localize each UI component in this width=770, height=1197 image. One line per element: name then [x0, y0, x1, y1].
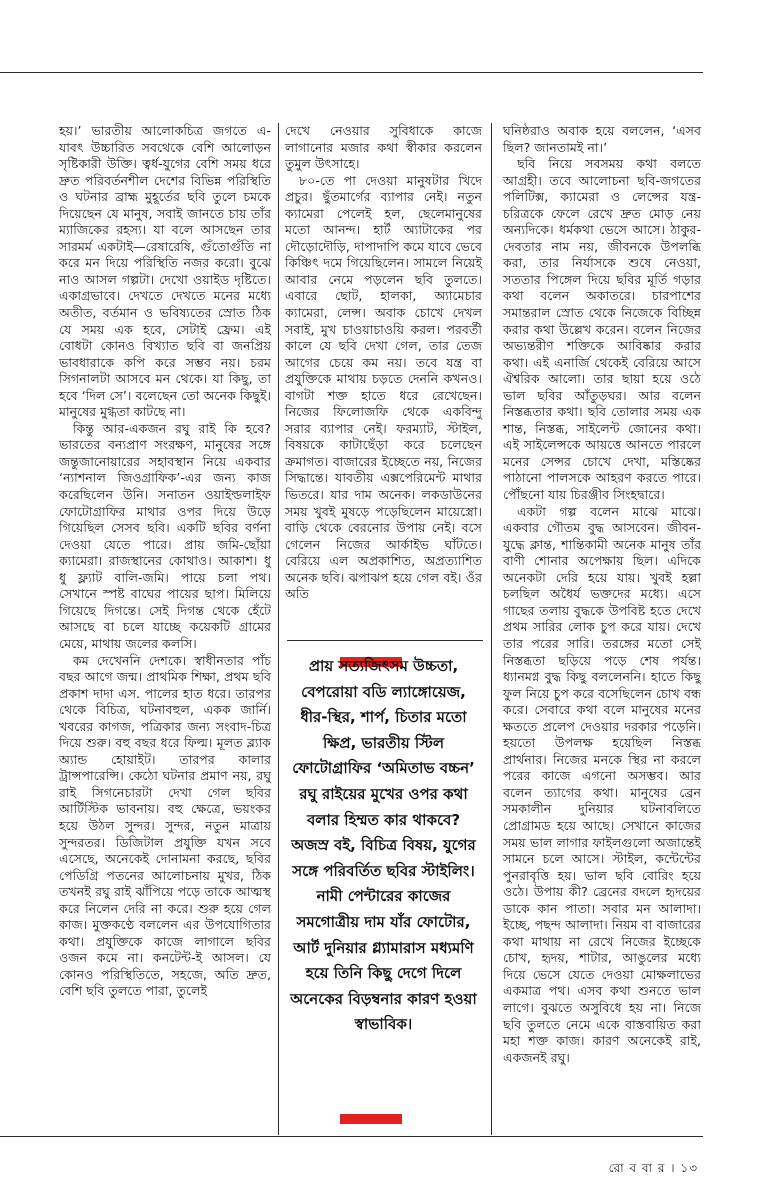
pull-quote-bottom-bar — [340, 1114, 402, 1124]
column3-paragraph-1: ঘনিষ্ঠরাও অবাক হয়ে বললেন, ‘এসব ছিল? জানতামই না।’ — [503, 123, 701, 155]
column2-paragraph-1: দেখে নেওয়ার সুবিধাকে কাজে লাগানোর মজার কথা স্বীকার করলেন তুমুল উৎসাহে। — [285, 123, 482, 172]
pull-quote-text: প্রায় সত্যজিৎসম উচ্চতা, বেপরোয়া বডি ল্যাঙ্গোয়েজ, ধীর-স্থির, শার্প, চিতার মতো ক্ষিপ্র, ভারতীয় স্টিল ফোটোগ্রাফির ‘অমিতাভ বচ্চন’ রঘু রাইয়ের মুখের ওপর কথা বলার হিম্মত কার থাকবে? অজস্র বই, বিচিত্র বিষয়, যুগের সঙ্গে পরিবর্তিত ছবির স্টাইলিং। নামী পেন্টারের কাজের সমগোত্রীয় দাম যাঁর ফোটোর, আর্ট দুনিয়ার গ্ল্যামারাস মধ্যমণি হয়ে তিনি কিছু দেগে দিলে অনেকের বিড়ম্বনার কারণ হওয়া স্বাভাবিক। — [290, 657, 477, 1034]
column2-paragraph-2: ৮০-তে পা দেওয়া মানুষটার খিদে প্রচুর। ছুঁতমার্গের ব্যাপার নেই। নতুন ক্যামেরা পেলেই হল, ছেলেমানুষের মতো আনন্দ। হার্ট অ্যাটাকের পর দৌড়োদৌড়ি, দাপাদাপি কমে যাবে ভেবে কিঞ্চিৎ দমে গিয়েছিলেন। সামলে নিয়েই আবার নেমে পড়লেন ছবি তুলতে। এবারে ছোট, হালকা, অ্যামেচার ক্যামেরা, লেন্স। অবাক চোখে দেখল সবাই, মুখ চাওয়াচাওয়ি করল। পরবর্তী কালে যে ছবি দেখা গেল, তার তেজ আগের চেয়ে কম নয়। তবে যন্ত্র বা প্রযুক্তিকে মাথায় চড়তে দেননি কখনও। বাগটা শক্ত হাতে ধরে রেখেছেন। নিজের ফিলোজফি থেকে একবিন্দু সরার ব্যাপার নেই। ফরম্যাট, স্টাইল, বিষয়কে কাটাছেঁড়া করে চলেছেন ক্রমাগত। বাজারের ইচ্ছেতে নয়, নিজের সিদ্ধান্তে। যাবতীয় এক্সপেরিমেন্ট মাথার ভিতরে। যার দাম অনেক। লকডাউনের সময় খুবই মুষড়ে পড়েছিলেন মায়েস্ত্রো। বাড়ি থেকে বেরনোর উপায় নেই। বসে গেলেন নিজের আর্কাইভ ঘাঁটতে। বেরিয়ে এল অপ্রকাশিত, অপ্রত্যাশিত অনেক ছবি। ঝপাঝপ হয়ে গেল বই। ওঁর অতি — [285, 172, 482, 602]
top-rule — [0, 72, 703, 73]
column1-paragraph-1: হয়।’ ভারতীয় আলোকচিত্র জগতে এ-যাবৎ উচ্চারিত সবথেকে বেশি আলোড়ন সৃষ্টিকারী উক্তি। ত্বর্ধ-যুগের বেশি সময় ধরে দ্রুত পরিবর্তনশীল দেশের বিভিন্ন পরিস্থিতি ও ঘটনার ব্রাহ্ম মুহূর্তের ছবি তুলে চমকে দিয়েছেন যে মানুষ, সবাই জানতে চায় তাঁর ম্যাজিকের রহস্য। যা বলে আসছেন তার সারমর্ম একটাই—রেষারেষি, গুঁতোগুঁতি না করে মন দিয়ে পরিস্থিতি নজর করো। বুঝে নাও আসল গল্পটা। দেখো ওয়াইড দৃষ্টিতে। একাগ্রভাবে। দেখতে দেখতে মনের মধ্যে অতীত, বর্তমান ও ভবিষ্যতের স্রোত ঠিক যে সময় এক হবে, সেটাই ফ্রেম। এই বোধটা কোনও বিখ্যাত ছবি বা জনপ্রিয় ভাবধারাকে কপি করে সম্ভব নয়। চরম সিগনালটা আসবে মন থেকে। যা কিছু, তা হবে ‘দিল সে’। বলেছেন তো অনেক কিছুই। মানুষের মুগ্ধতা কাটছে না। — [59, 123, 271, 420]
column-divider-1 — [278, 123, 279, 1135]
column3-paragraph-2: ছবি নিয়ে সবসময় কথা বলতে আগ্রহী। তবে আলোচনা ছবি-জগতের পলিটিক্স, ক্যামেরা ও লেন্সের যন্ত্র-চরিত্রকে ফেলে রেখে দ্রুত মোড় নেয় অন্যদিকে। ধর্মকথা ভেসে আসে। ঠাকুর-দেবতার নাম নয়, জীবনকে উপলব্ধি করা, তার নির্যাসকে শুষে নেওয়া, সততার পিঙ্গেল দিয়ে ছবির মূর্তি গড়ার কথা বলেন অকাতরে। চারপাশের সমান্তরাল স্রোত থেকে নিজেকে বিচ্ছিন্ন করার কথা উল্লেখ করেন। বলেন নিজের অভ্যন্তরীণ শক্তিকে আবিষ্কার করার কথা। এই এনার্জি থেকেই বেরিয়ে আসে ঐশ্বরিক আলো। তার ছায়া হয়ে ওঠে ভাল ছবির আঁতুড়ঘর। আর বলেন নিস্তব্ধতার কথা। ছবি তোলার সময় এক শান্ত, নিস্তব্ধ, সাইলেন্ট জোনের কথা। এই সাইলেন্সকে আয়ত্তে আনতে পারলে মনের সেন্সর চোখে দেখা, মস্তিষ্কের পাঠানো পালসকে আহরণ করতে পারে। পৌঁছনো যায় চিরঞ্জীব সিংহদ্বারে। — [503, 156, 701, 503]
column-divider-2 — [491, 123, 492, 1135]
column3-paragraph-3: একটা গল্প বলেন মাঝে মাঝে। একবার গৌতম বুদ্ধ আসবেন। জীবন-যুদ্ধে ক্লান্ত, শান্তিকামী অনেক মানুষ তাঁর বাণী শোনার অপেক্ষায় ছিল। এদিকে অনেকটা দেরি হয়ে যায়। খুবই হল্লা চলছিল অধৈর্য ভক্তদের মধ্যে। এসে গাছের তলায় বুদ্ধকে উপবিষ্ট হতে দেখে প্রথম সারির লোক চুপ করে যায়। দেখে তার পরের সারি। তরঙ্গের মতো সেই নিস্তব্ধতা ছড়িয়ে পড়ে শেষ পর্যন্ত। ধ্যানমগ্ন বুদ্ধ কিছু বললেননি। হাতে কিছু ফুল নিয়ে চুপ করে বসেছিলেন চোখ বন্ধ করে। সেবারে কথা বলে মানুষের মনের ক্ষততে প্রলেপ দেওয়ার দরকার পড়েনি। হয়তো উপলক্ষ হয়েছিল নিস্তব্ধ প্রার্থনার। নিজের মনকে স্থির না করলে পরের কাজে এগনো অসম্ভব। আর বলেন ত্যাগের কথা। মানুষের ব্রেন সমকালীন দুনিয়ার ঘটনাবলিতে প্রোগ্রামড হয়ে আছে। সেখানে কাজের সময় ভাল লাগার ফাইলগুলো অজান্তেই সামনে চলে আসে। স্টাইল, কন্টেন্টের পুনরাবৃত্তি হয়। ভাল ছবি বোরিং হয়ে ওঠে। উপায় কী? ব্রেনের বদলে হৃদয়ের ডাকে কান পাতা। সবার মন আলাদা। ইচ্ছে, পছন্দ আলাদা। নিয়ম বা বাজারের কথা মাথায় না রেখে নিজের ইচ্ছেকে চোখ, হৃদয়, শাটার, আঙুলের মধ্যে দিয়ে ভেসে যেতে দেওয়া মোক্ষলাভের একমাত্র পথ। এসব কথা শুনতে ভাল লাগে। বুঝতে অসুবিধে হয় না। নিজে ছবি তুলতে নেমে একে বাস্তবায়িত করা মহা শক্ত কাজ। কারণ অনেকেই রাই, একজনই রঘু। — [503, 503, 701, 1065]
column1-paragraph-3: কম দেখেননি দেশকে। স্বাধীনতার পাঁচ বছর আগে জন্ম। প্রাথমিক শিক্ষা, প্রথম ছবি প্রকাশ দাদা এস. পালের হাত ধরে। তারপর থেকে বিচিত্র, ঘটনাবহুল, একক জার্নি। খবরের কাগজ, পত্রিকার জন্য সংবাদ-চিত্র দিয়ে শুরু। বহু বছর ধরে ফিল্ম। মূলত ব্ল্যাক অ্যান্ড হোয়াইট। তারপর কালার ট্রান্সপারেন্সি। কেঠো ঘটনার প্রমাণ নয়, রঘু রাই সিগনেচারটা দেখা গেল ছবির আর্টিস্টিক ভাবনায়। বহু ক্ষেত্রে, ভয়ংকর হয়ে উঠল সুন্দর। সুন্দর, নতুন মাত্রায় সুন্দরতর। ডিজিটাল প্রযুক্তি যখন সবে এসেছে, অনেকেই দোনামনা করছে, ছবির পেডিগ্রি পতনের আলোচনায় মুখর, ঠিক তখনই রঘু রাই ঝাঁপিয়ে পড়ে তাকে আত্মস্থ করে নিলেন দেরি না করে। শুরু হয়ে গেল কাজ। মুক্তকণ্ঠে বললেন এর উপযোগিতার কথা। প্রযুক্তিকে কাজে লাগালে ছবির ওজন কমে না। কনটেন্ট-ই আসল। যে কোনও পরিস্থিতিতে, সহজে, অতি দ্রুত, বেশি ছবি তুলতে পারা, তুলেই — [59, 652, 271, 999]
bottom-rule — [0, 1136, 703, 1137]
magazine-name: রো ব বা র — [608, 1161, 666, 1175]
article-column-1 — [59, 123, 271, 1000]
pull-quote-box — [287, 640, 483, 1132]
article-column-3 — [503, 123, 701, 1066]
footer-separator: । — [670, 1161, 676, 1175]
article-column-2 — [285, 123, 482, 603]
page-footer — [609, 1160, 698, 1180]
column1-paragraph-2: কিন্তু আর-একজন রঘু রাই কি হবে? ভারতের বন্যপ্রাণ সংরক্ষণ, মানুষের সঙ্গে জন্তুজানোয়ারের সহাবস্থান নিয়ে একবার ‘ন্যাশনাল জিওগ্রাফিক’-এর জন্য কাজ করেছিলেন উনি। সনাতন ওয়াইল্ডলাইফ ফোটোগ্রাফির মাথার ওপর দিয়ে উড়ে গিয়েছিল সেসব ছবি। একটি ছবির বর্ণনা দেওয়া যেতে পারে। প্রায় জমি-ছোঁয়া ক্যামেরা। রাজস্থানের কোথাও। আকাশ। ধু ধু ফ্ল্যাট বালি-জমি। পায়ে চলা পথ। সেখানে স্পষ্ট বাঘের পায়ের ছাপ। মিলিয়ে গিয়েছে দিগন্তে। সেই দিগন্ত থেকে হেঁটে আসছে বা চলে যাচ্ছে কয়েকটি গ্রামের মেয়ে, মাথায় জলের কলসি। — [59, 420, 271, 651]
page-number: ১৩ — [680, 1161, 698, 1175]
